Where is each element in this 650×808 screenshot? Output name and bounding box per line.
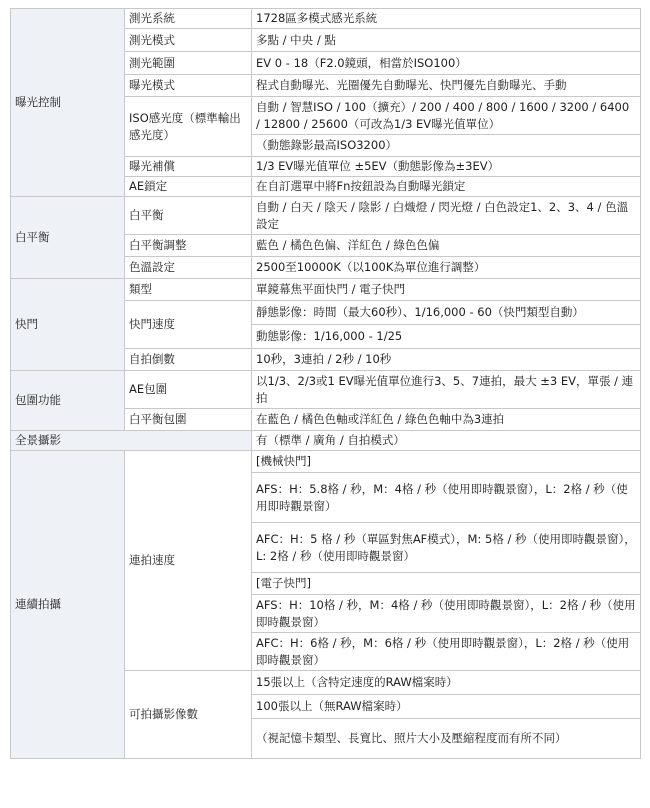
ae-lock-value: 在自訂選單中將Fn按鈕設為自動曝光鎖定	[252, 177, 641, 197]
shutter-type-value: 單鏡幕焦平面快門 / 電子快門	[252, 279, 641, 301]
shot-count-note: （視記憶卡類型、長寬比、照片大小及壓縮程度而有所不同）	[252, 719, 641, 759]
self-timer-label: 自拍倒數	[125, 349, 252, 371]
wb-bracket-value: 在藍色 / 橘色色軸或洋紅色 / 綠色色軸中為3連拍	[252, 409, 641, 431]
ae-lock-label: AE鎖定	[125, 177, 252, 197]
category-bracketing: 包圍功能	[11, 371, 125, 431]
exposure-mode-label: 曝光模式	[125, 75, 252, 97]
category-panorama: 全景攝影	[11, 431, 252, 451]
ev-comp-label: 曝光補償	[125, 157, 252, 177]
wb-label: 白平衡	[125, 197, 252, 235]
iso-label: ISO感光度（標準輸出感光度）	[125, 97, 252, 157]
iso-note: （動態錄影最高ISO3200）	[252, 135, 641, 157]
category-shutter: 快門	[11, 279, 125, 371]
mech-afs-value: AFS：H：5.8格 / 秒，M：4格 / 秒（使用即時觀景窗），L：2格 / 秒（使用即時觀景窗）	[252, 473, 641, 523]
self-timer-value: 10秒，3連拍 / 2秒 / 10秒	[252, 349, 641, 371]
category-exposure: 曝光控制	[11, 9, 125, 197]
category-continuous: 連續拍攝	[11, 451, 125, 759]
elec-afc-value: AFC：H：6格 / 秒，M：6格 / 秒（使用即時觀景窗），L：2格 / 秒（使用即時觀景窗）	[252, 633, 641, 671]
wb-bracket-label: 白平衡包圍	[125, 409, 252, 431]
burst-speed-label: 連拍速度	[125, 451, 252, 671]
ae-bracket-label: AE包圍	[125, 371, 252, 409]
color-temp-value: 2500至10000K（以100K為單位進行調整）	[252, 257, 641, 279]
shutter-speed-movie: 動態影像：1/16,000 - 1/25	[252, 325, 641, 349]
metering-range-label: 測光範圍	[125, 52, 252, 75]
iso-value: 自動 / 智慧ISO / 100（擴充）/ 200 / 400 / 800 / 1600 / 3200 / 6400 / 12800 / 25600（可改為1/3 EV曝光值單位）	[252, 97, 641, 135]
elec-afs-value: AFS：H：10格 / 秒，M：4格 / 秒（使用即時觀景窗），L：2格 / 秒（使用即時觀景窗）	[252, 595, 641, 633]
elec-shutter-header: [電子快門]	[252, 573, 641, 595]
shot-count-label: 可拍攝影像數	[125, 671, 252, 759]
category-white-balance: 白平衡	[11, 197, 125, 279]
ae-bracket-value: 以1/3、2/3或1 EV曝光值單位進行3、5、7連拍，最大 ±3 EV，單張 / 連拍	[252, 371, 641, 409]
metering-mode-label: 測光模式	[125, 29, 252, 52]
metering-mode-value: 多點 / 中央 / 點	[252, 29, 641, 52]
ev-comp-value: 1/3 EV曝光值單位 ±5EV（動態影像為±3EV）	[252, 157, 641, 177]
shot-count-raw: 15張以上（含特定速度的RAW檔案時）	[252, 671, 641, 695]
spec-table	[10, 8, 641, 759]
exposure-mode-value: 程式自動曝光、光圈優先自動曝光、快門優先自動曝光、手動	[252, 75, 641, 97]
mech-shutter-header: [機械快門]	[252, 451, 641, 473]
spec-row	[11, 431, 641, 451]
wb-adjust-value: 藍色 / 橘色色偏、洋紅色 / 綠色色偏	[252, 235, 641, 257]
shutter-type-label: 類型	[125, 279, 252, 301]
panorama-value: 有（標準 / 廣角 / 自拍模式）	[252, 431, 641, 451]
spec-row	[11, 451, 641, 473]
metering-system-label: 測光系統	[125, 9, 252, 29]
wb-value: 自動 / 白天 / 陰天 / 陰影 / 白熾燈 / 閃光燈 / 白色設定1、2、3、4 / 色溫設定	[252, 197, 641, 235]
mech-afc-value: AFC：H：5 格 / 秒（單區對焦AF模式），M: 5格 / 秒（使用即時觀景窗），L: 2格 / 秒（使用即時觀景窗）	[252, 523, 641, 573]
shutter-speed-still: 靜態影像：時間（最大60秒）、1/16,000 - 60（快門類型自動）	[252, 301, 641, 325]
spec-row	[11, 197, 641, 235]
spec-row	[11, 371, 641, 409]
metering-range-value: EV 0 - 18（F2.0鏡頭，相當於ISO100）	[252, 52, 641, 75]
shutter-speed-label: 快門速度	[125, 301, 252, 349]
spec-row	[11, 9, 641, 29]
spec-row	[11, 279, 641, 301]
color-temp-label: 色溫設定	[125, 257, 252, 279]
wb-adjust-label: 白平衡調整	[125, 235, 252, 257]
shot-count-noraw: 100張以上（無RAW檔案時）	[252, 695, 641, 719]
metering-system-value: 1728區多模式感光系統	[252, 9, 641, 29]
